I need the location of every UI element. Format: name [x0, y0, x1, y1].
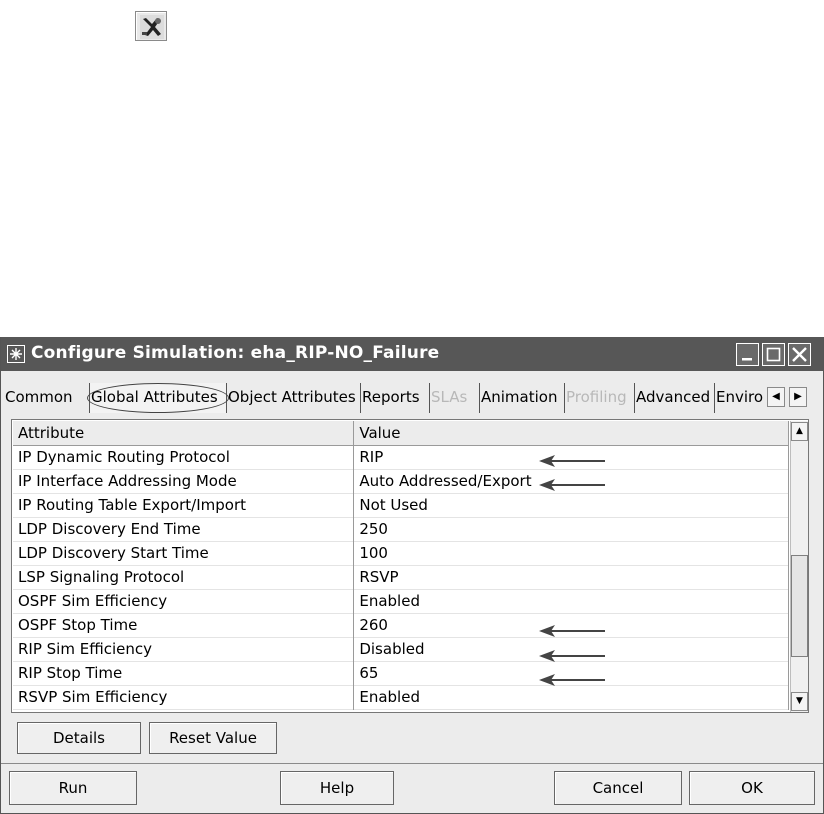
attribute-cell: IP Interface Addressing Mode — [13, 469, 354, 493]
configure-simulation-button[interactable] — [135, 11, 167, 41]
tab-slas[interactable]: SLAs — [430, 383, 480, 413]
table-row[interactable] — [13, 685, 789, 709]
attribute-cell: IP Routing Table Export/Import — [13, 493, 354, 517]
ok-button[interactable]: OK — [689, 771, 815, 805]
annotation-arrow-icon — [537, 454, 607, 468]
value-cell[interactable]: Enabled — [354, 589, 789, 613]
attribute-cell: OSPF Stop Time — [13, 613, 354, 637]
table-row[interactable] — [13, 637, 789, 661]
annotation-arrow-icon — [537, 478, 607, 492]
value-cell[interactable]: 100 — [354, 541, 789, 565]
configure-simulation-icon — [139, 14, 165, 40]
attribute-cell: LDP Discovery Start Time — [13, 541, 354, 565]
tab-reports[interactable]: Reports — [361, 383, 430, 413]
window-title: Configure Simulation: eha_RIP-NO_Failure — [31, 343, 440, 363]
value-cell[interactable]: RIP — [354, 445, 789, 469]
tab-global-attributes[interactable]: Global Attributes — [90, 383, 227, 413]
tab-scroll-left-button[interactable] — [767, 387, 785, 407]
table-scrollbar[interactable] — [790, 421, 808, 712]
table-row[interactable] — [13, 589, 789, 613]
reset-value-button[interactable]: Reset Value — [149, 722, 277, 754]
table-row[interactable] — [13, 541, 789, 565]
tab-environment[interactable]: Enviro — [715, 383, 785, 413]
attribute-cell: RSVP Sim Efficiency — [13, 685, 354, 709]
value-cell[interactable]: Enabled — [354, 685, 789, 709]
cancel-button[interactable]: Cancel — [554, 771, 682, 805]
scroll-up-button[interactable] — [791, 422, 808, 441]
run-button[interactable]: Run — [9, 771, 137, 805]
arrow-right-icon: ▶ — [794, 391, 802, 402]
table-row[interactable] — [13, 517, 789, 541]
close-icon — [789, 344, 810, 365]
value-cell[interactable]: RSVP — [354, 565, 789, 589]
annotation-arrow-icon — [537, 673, 607, 687]
help-button[interactable]: Help — [280, 771, 394, 805]
attribute-cell: LSP Signaling Protocol — [13, 565, 354, 589]
annotation-arrow-icon — [537, 649, 607, 663]
value-cell[interactable]: Not Used — [354, 493, 789, 517]
value-cell[interactable]: 250 — [354, 517, 789, 541]
arrow-up-icon: ▲ — [796, 426, 803, 436]
tab-common[interactable]: Common — [4, 383, 90, 413]
attribute-cell: OSPF Sim Efficiency — [13, 589, 354, 613]
minimize-icon — [737, 344, 758, 365]
table-row[interactable] — [13, 493, 789, 517]
scroll-down-button[interactable] — [791, 692, 808, 711]
tab-profiling[interactable]: Profiling — [565, 383, 635, 413]
close-button[interactable] — [788, 343, 811, 366]
tab-strip — [4, 383, 786, 413]
attribute-cell: RIP Sim Efficiency — [13, 637, 354, 661]
value-cell[interactable]: Disabled — [354, 637, 789, 661]
value-cell[interactable]: 65 — [354, 661, 789, 685]
tab-object-attributes[interactable]: Object Attributes — [227, 383, 361, 413]
details-button[interactable]: Details — [17, 722, 141, 754]
maximize-button[interactable] — [762, 343, 785, 366]
divider — [1, 763, 823, 764]
table-row[interactable] — [13, 565, 789, 589]
annotation-arrow-icon — [537, 624, 607, 638]
configure-simulation-dialog — [0, 337, 824, 814]
tab-animation[interactable]: Animation — [480, 383, 565, 413]
attribute-cell: LDP Discovery End Time — [13, 517, 354, 541]
arrow-left-icon: ◀ — [772, 391, 780, 402]
value-cell[interactable]: Auto Addressed/Export — [354, 469, 789, 493]
attribute-cell: RIP Stop Time — [13, 661, 354, 685]
attribute-cell: IP Dynamic Routing Protocol — [13, 445, 354, 469]
title-bar — [1, 337, 823, 371]
app-icon — [7, 345, 25, 363]
column-header-attribute[interactable]: Attribute — [13, 421, 354, 445]
maximize-icon — [763, 344, 784, 365]
tab-scroll-right-button[interactable] — [789, 387, 807, 407]
scroll-thumb[interactable] — [791, 555, 808, 657]
tab-advanced[interactable]: Advanced — [635, 383, 715, 413]
minimize-button[interactable] — [736, 343, 759, 366]
value-cell[interactable]: 260 — [354, 613, 789, 637]
column-header-value[interactable]: Value — [354, 421, 789, 445]
attributes-table — [11, 419, 809, 713]
table-row[interactable] — [13, 445, 789, 469]
table-row[interactable] — [13, 613, 789, 637]
arrow-down-icon: ▼ — [796, 696, 803, 706]
table-row[interactable] — [13, 661, 789, 685]
table-row[interactable] — [13, 469, 789, 493]
